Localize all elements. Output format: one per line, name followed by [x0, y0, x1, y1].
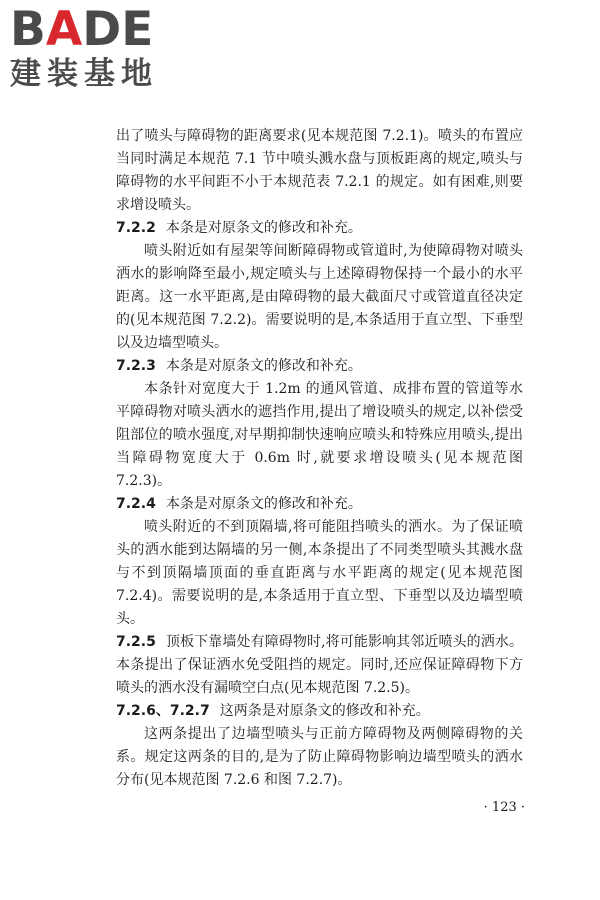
section-text: 顶板下靠墙处有障碍物时,将可能影响其邻近喷头的洒水。本条提出了保证洒水免受阻挡的规定。同时,还应保证障碍物下方喷头的洒水没有漏喷空白点(见本规范图 7.2.5)。 — [116, 634, 523, 696]
body-paragraph: 本条针对宽度大于 1.2m 的通风管道、成排布置的管道等水平障碍物对喷头洒水的遮挡作用,提出了增设喷头的规定,以补偿受阻部位的喷水强度,对早期抑制快速响应喷头和特殊应用喷头,提出当障碍物宽度大于 0.6m 时,就要求增设喷头(见本规范图 7.2.3)。 — [116, 381, 523, 489]
logo-letter-a: A — [45, 2, 83, 57]
logo-wordmark — [10, 2, 158, 57]
section-paragraph — [116, 631, 523, 700]
section-number: 7.2.2 — [116, 220, 156, 236]
body-paragraph: 这两条提出了边墙型喷头与正前方障碍物及两侧障碍物的关系。规定这两条的目的,是为了防止障碍物影响边墙型喷头的洒水分布(见本规范图 7.2.6 和图 7.2.7)。 — [116, 726, 523, 788]
brand-logo — [10, 2, 158, 92]
section-text: 本条是对原条文的修改和补充。 — [165, 220, 362, 236]
section-number: 7.2.4 — [116, 496, 156, 512]
logo-letters-de: DE — [82, 2, 154, 57]
page-number: · 123 · — [483, 800, 525, 815]
section-paragraph — [116, 493, 523, 516]
logo-letter-b: B — [10, 2, 46, 57]
section-paragraph — [116, 355, 523, 378]
body-paragraph: 喷头附近如有屋架等间断障碍物或管道时,为使障碍物对喷头洒水的影响降至最小,规定喷头与上述障碍物保持一个最小的水平距离。这一水平距离,是由障碍物的最大截面尺寸或管道直径决定的(见本规范图 7.2.2)。需要说明的是,本条适用于直立型、下垂型以及边墙型喷头。 — [116, 243, 523, 351]
section-number: 7.2.3 — [116, 358, 156, 374]
section-text: 本条是对原条文的修改和补充。 — [165, 358, 362, 374]
section-text: 本条是对原条文的修改和补充。 — [165, 496, 362, 512]
body-paragraph: 喷头附近的不到顶隔墙,将可能阻挡喷头的洒水。为了保证喷头的洒水能到达隔墙的另一侧,本条提出了不同类型喷头其溅水盘与不到顶隔墙顶面的垂直距离与水平距离的规定(见本规范图 7.2.4)。需要说明的是,本条适用于直立型、下垂型以及边墙型喷头。 — [116, 519, 523, 627]
section-number: 7.2.5 — [116, 634, 156, 650]
section-text: 这两条是对原条文的修改和补充。 — [219, 703, 430, 719]
section-number: 7.2.6、7.2.7 — [116, 703, 210, 719]
logo-subtitle: 建装基地 — [10, 56, 158, 92]
section-paragraph — [116, 217, 523, 240]
section-paragraph — [116, 700, 523, 723]
document-body — [116, 125, 523, 792]
body-paragraph: 出了喷头与障碍物的距离要求(见本规范图 7.2.1)。喷头的布置应当同时满足本规范 7.1 节中喷头溅水盘与顶板距离的规定,喷头与障碍物的水平间距不小于本规范表 7.2.1 的规定。如有困难,则要求增设喷头。 — [116, 128, 523, 213]
